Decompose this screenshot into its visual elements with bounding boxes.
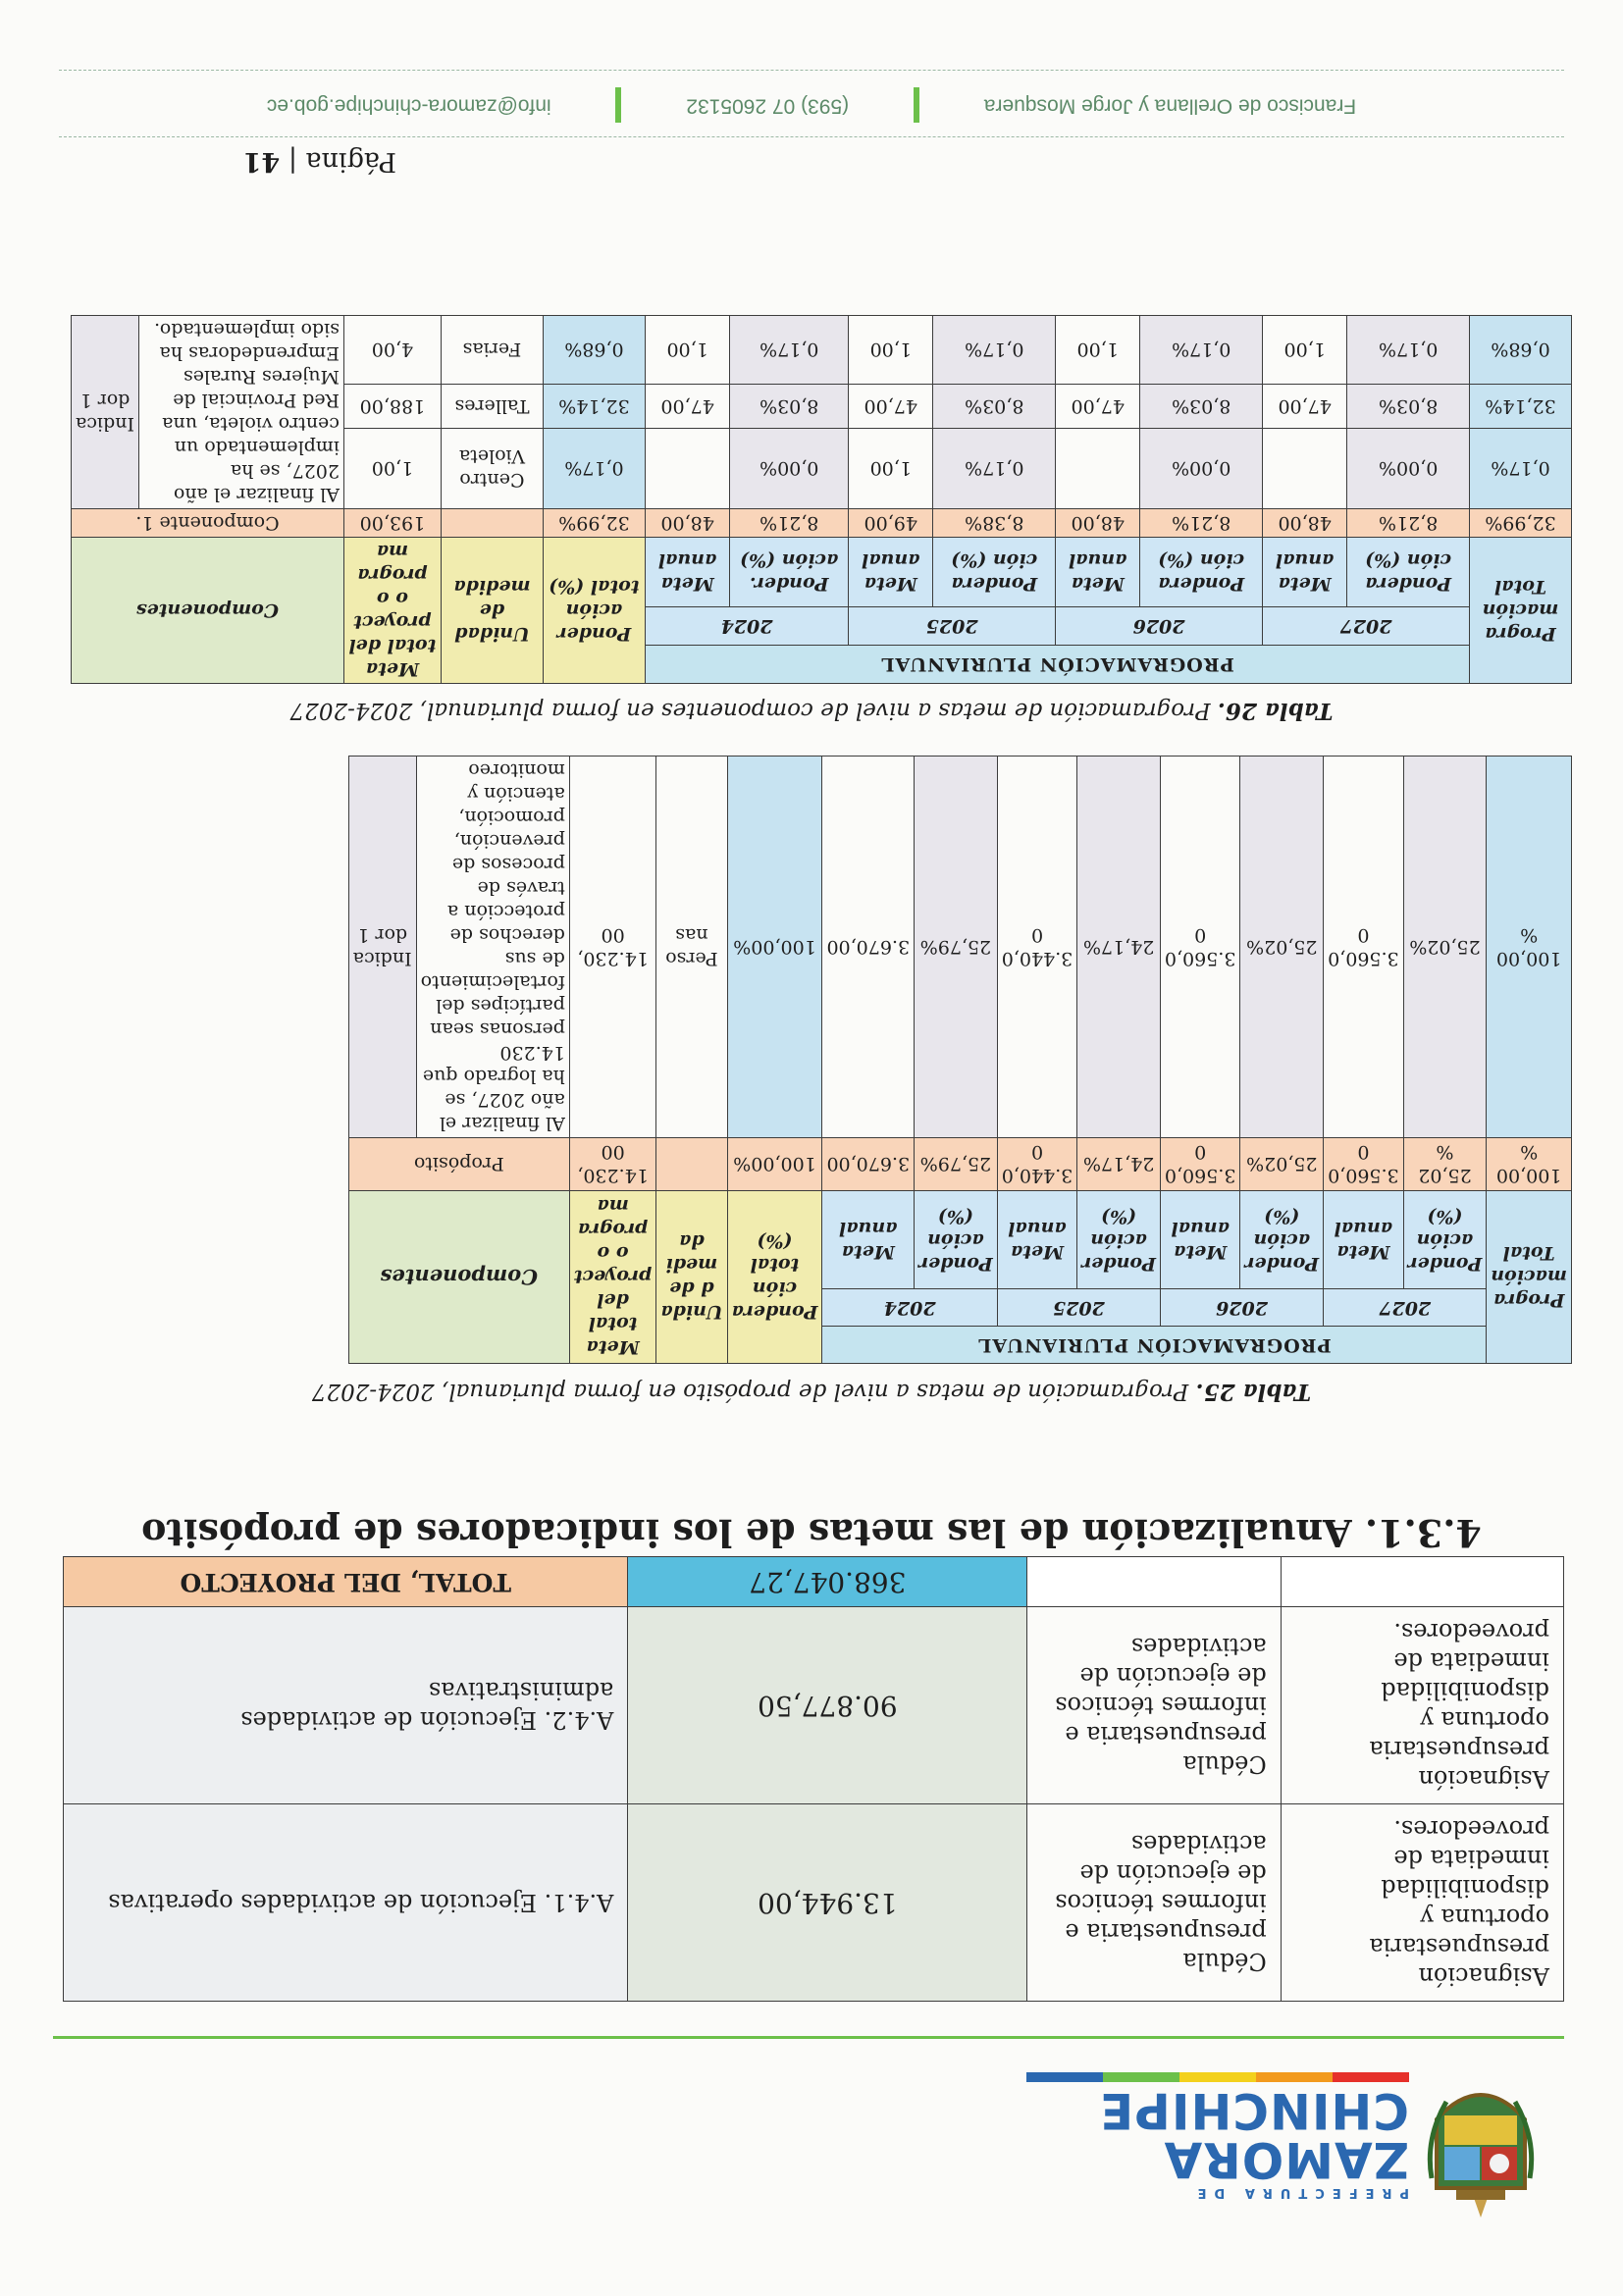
footer-divider (59, 136, 1564, 137)
indicator-description: Al finalizar el año 2027, se ha logrado que 14.230 personas sean partícipes del fortalecimiento de sus derechos de protección a través de procesos de prevención, promoción, atención y monitoreo (416, 757, 569, 1138)
unit: Centro Violeta (441, 428, 543, 508)
meta: 188,00 (343, 385, 441, 429)
brand-prefix: PREFECTURA DE (1189, 2185, 1409, 2200)
footer-address: Francisco de Orellana y Jorge Mosquera (983, 94, 1357, 118)
h-pond: Ponder ación (%) (915, 1190, 998, 1288)
prog-total: 100,00 % (1487, 1138, 1572, 1191)
h-meta-anual: Meta anual (1160, 1190, 1240, 1288)
value-2024-meta: 3.670,00 (822, 757, 915, 1138)
value-2026-pond: 8,21% (1140, 509, 1263, 538)
value-2027-meta: 3.560,0 0 (1324, 1138, 1404, 1191)
value-2024-pond: 25,79% (915, 1138, 998, 1191)
caption-label: Tabla 25. (1195, 1379, 1312, 1405)
indicator-row (348, 757, 1571, 1138)
plurianual-header: PROGRAMACIÓN PLURIANUAL (645, 646, 1469, 684)
footer-separator (615, 87, 621, 123)
component-goals-table (71, 315, 1572, 684)
brand-name-line-1: ZAMORA (1163, 2131, 1409, 2188)
h-meta-anual: Meta anual (997, 1190, 1077, 1288)
section-title: 4.3.1. Anualización de las metas de los indicadores de propósito (141, 1511, 1482, 1555)
project-total-label: TOTAL, DEL PROYECTO (64, 1557, 628, 1607)
prog-total: 0,68% (1470, 316, 1572, 385)
value-2025-meta: 3.440,0 0 (997, 1138, 1077, 1191)
table-25-caption (0, 1379, 1623, 1405)
h-meta-anual: Meta anual (1324, 1190, 1404, 1288)
h-pond: Ponder ación (%) (1240, 1190, 1324, 1288)
component-row (72, 509, 1572, 538)
meta: 1,00 (343, 428, 441, 508)
h-meta-anual: Meta anual (1263, 538, 1347, 607)
weight: 0,17% (543, 428, 645, 508)
h-pond: Pondera ción (%) (933, 538, 1056, 607)
value-2024-meta: 1,00 (645, 316, 729, 385)
meta: 14.230, 00 (569, 757, 655, 1138)
brand-color-blue (1026, 2072, 1103, 2082)
value-2025-pond: 8,38% (933, 509, 1056, 538)
brand-color-yellow (1179, 2072, 1256, 2082)
page-number-value: 41 (242, 146, 281, 177)
col-unit: Unida d de medi da (656, 1190, 727, 1363)
value-2026-meta: 47,00 (1056, 385, 1140, 429)
value-2027-pond: 8,03% (1347, 385, 1470, 429)
h-meta-anual: Meta anual (1056, 538, 1140, 607)
value-2024-meta (645, 428, 729, 508)
budget-activity: A.4.1. Ejecución de actividades operativas (64, 1804, 628, 2002)
indicator-row (72, 428, 1572, 508)
indicator-label: Indica dor 1 (348, 757, 416, 1138)
unit (441, 509, 543, 538)
prog-total: 32,99% (1470, 509, 1572, 538)
value-2026-meta: 48,00 (1056, 509, 1140, 538)
brand-name-line-2: CHINCHIPE (1099, 2082, 1409, 2139)
project-total-value: 368.047,27 (628, 1557, 1027, 1607)
budget-amount: 13.944,00 (628, 1804, 1027, 2002)
value-2025-meta: 1,00 (849, 428, 933, 508)
value-2026-pond: 25,02% (1240, 1138, 1324, 1191)
h-pond: Pondera ción (%) (1140, 538, 1263, 607)
weight: 100,00% (727, 1138, 822, 1191)
unit: Talleres (441, 385, 543, 429)
meta: 14.230, 00 (569, 1138, 655, 1191)
prefecture-logo (985, 2070, 1535, 2218)
budget-table (63, 1556, 1564, 2002)
indicator-description: Al finalizar el año 2027, se ha implementado un centro violeta, una Red Provincial de Mujeres Rurales Emprendedoras ha sido implementado. (138, 316, 343, 509)
value-2027-meta (1263, 428, 1347, 508)
footer-contact (0, 87, 1623, 123)
h-pond: Ponder ación (%) (1403, 1190, 1487, 1288)
brand-color-red (1333, 2072, 1409, 2082)
value-2024-pond: 25,79% (915, 757, 998, 1138)
value-2024-pond: 0,17% (730, 316, 849, 385)
value-2026-meta: 1,00 (1056, 316, 1140, 385)
year-2025: 2025 (997, 1289, 1160, 1327)
value-2027-meta: 1,00 (1263, 316, 1347, 385)
value-2025-meta: 1,00 (849, 316, 933, 385)
value-2027-meta: 47,00 (1263, 385, 1347, 429)
value-2026-pond: 0,00% (1140, 428, 1263, 508)
year-2024: 2024 (822, 1289, 997, 1327)
weight: 32,14% (543, 385, 645, 429)
header-row (348, 1327, 1571, 1364)
col-meta: Meta total del proyect o o progra ma (343, 538, 441, 684)
value-2024-pond: 8,21% (730, 509, 849, 538)
purpose-goals-table (348, 756, 1572, 1364)
year-2026: 2026 (1160, 1289, 1323, 1327)
footer-divider (59, 70, 1564, 71)
plurianual-header: PROGRAMACIÓN PLURIANUAL (822, 1327, 1487, 1364)
col-prog-total: Progra mación Total (1470, 538, 1572, 684)
weight: 0,68% (543, 316, 645, 385)
header-rule (53, 2036, 1564, 2039)
coat-of-arms-icon (1427, 2070, 1535, 2218)
value-2025-meta: 3.440,0 0 (997, 757, 1077, 1138)
value-2027-pond: 25,02% (1403, 757, 1487, 1138)
footer-email: info@zamora-chinchipe.gob.ec (266, 94, 551, 118)
value-2024-pond: 8,03% (730, 385, 849, 429)
caption-label: Tabla 26. (1217, 698, 1334, 724)
value-2027-meta: 3.560,0 0 (1324, 757, 1404, 1138)
col-weight: Pondera ción total (%) (727, 1190, 822, 1363)
h-meta-anual: Meta anual (645, 538, 729, 607)
h-pond: Pondera ción (%) (1347, 538, 1470, 607)
unit (656, 1138, 727, 1191)
h-meta-anual: Meta anual (849, 538, 933, 607)
empty-cell (1027, 1557, 1282, 1607)
year-2024: 2024 (645, 607, 848, 646)
value-2026-pond: 0,17% (1140, 316, 1263, 385)
col-unit: Unidad de medida (441, 538, 543, 684)
value-2027-meta: 48,00 (1263, 509, 1347, 538)
page-number (243, 146, 396, 177)
year-2027: 2027 (1324, 1289, 1487, 1327)
budget-verification: Cédula presupuestaria e informes técnicos de ejecución de actividades (1027, 1607, 1282, 1804)
col-components: Componentes (72, 538, 344, 684)
budget-activity: A.4.2. Ejecución de actividades administrativas (64, 1607, 628, 1804)
col-components: Componentes (348, 1190, 569, 1363)
budget-assumption: Asignación presupuestaria oportuna y disponibilidad inmediata de proveedores. (1281, 1607, 1563, 1804)
meta: 4,00 (343, 316, 441, 385)
value-2026-pond: 25,02% (1240, 757, 1324, 1138)
unit: Perso nas (656, 757, 727, 1138)
unit: Ferias (441, 316, 543, 385)
value-2027-pond: 8,21% (1347, 509, 1470, 538)
prog-total: 0,17% (1470, 428, 1572, 508)
h-pond: Ponder. ación (%) (730, 538, 849, 607)
budget-total-row (64, 1557, 1564, 1607)
empty-cell (1281, 1557, 1563, 1607)
component-label: Componente 1. (72, 509, 344, 538)
budget-row (64, 1607, 1564, 1804)
budget-verification: Cédula presupuestaria e informes técnicos de ejecución de actividades (1027, 1804, 1282, 2002)
indicator-label: Indica dor 1 (72, 316, 139, 509)
value-2025-pond: 0,17% (933, 316, 1056, 385)
value-2025-pond: 8,03% (933, 385, 1056, 429)
header-row (72, 646, 1572, 684)
caption-text: Programación de metas a nivel de componentes en forma plurianual, 2024-2027 (289, 698, 1211, 723)
value-2026-pond: 8,03% (1140, 385, 1263, 429)
budget-row (64, 1804, 1564, 2002)
year-2027: 2027 (1263, 607, 1470, 646)
value-2026-meta: 3.560,0 0 (1160, 757, 1240, 1138)
col-meta: Meta total del proyect o o progra ma (569, 1190, 655, 1363)
budget-amount: 90.877,50 (628, 1607, 1027, 1804)
h-meta-anual: Meta anual (822, 1190, 915, 1288)
page-label: Página | (288, 146, 396, 177)
brand-color-bar (1026, 2072, 1409, 2082)
value-2024-meta: 47,00 (645, 385, 729, 429)
value-2027-pond: 0,00% (1347, 428, 1470, 508)
brand-color-orange (1256, 2072, 1333, 2082)
brand-color-green (1103, 2072, 1179, 2082)
value-2025-meta: 47,00 (849, 385, 933, 429)
value-2025-pond: 24,17% (1077, 1138, 1161, 1191)
value-2024-meta: 3.670,00 (822, 1138, 915, 1191)
value-2025-pond: 24,17% (1077, 757, 1161, 1138)
value-2027-pond: 25,02 % (1403, 1138, 1487, 1191)
value-2024-pond: 0,00% (730, 428, 849, 508)
value-2024-meta: 48,00 (645, 509, 729, 538)
purpose-row (348, 1138, 1571, 1191)
h-pond: Ponder ación (%) (1077, 1190, 1161, 1288)
footer-separator (914, 87, 919, 123)
purpose-label: Propósito (348, 1138, 569, 1191)
caption-text: Programación de metas a nivel de propósito en forma plurianual, 2024-2027 (311, 1379, 1189, 1404)
year-2026: 2026 (1056, 607, 1263, 646)
budget-assumption: Asignación presupuestaria oportuna y disponibilidad inmediata de proveedores. (1281, 1804, 1563, 2002)
weight: 100,00% (727, 757, 822, 1138)
value-2027-pond: 0,17% (1347, 316, 1470, 385)
meta: 193,00 (343, 509, 441, 538)
value-2025-meta: 49,00 (849, 509, 933, 538)
value-2025-pond: 0,17% (933, 428, 1056, 508)
prog-total: 100,00 % (1487, 757, 1572, 1138)
col-weight: Ponder ación total (%) (543, 538, 645, 684)
prog-total: 32,14% (1470, 385, 1572, 429)
weight: 32,99% (543, 509, 645, 538)
table-26-caption (0, 698, 1623, 724)
col-prog-total: Progra mación Total (1487, 1190, 1572, 1363)
value-2026-meta: 3.560,0 0 (1160, 1138, 1240, 1191)
value-2026-meta (1056, 428, 1140, 508)
year-2025: 2025 (849, 607, 1056, 646)
footer-phone: (593) 07 2605132 (686, 94, 850, 118)
